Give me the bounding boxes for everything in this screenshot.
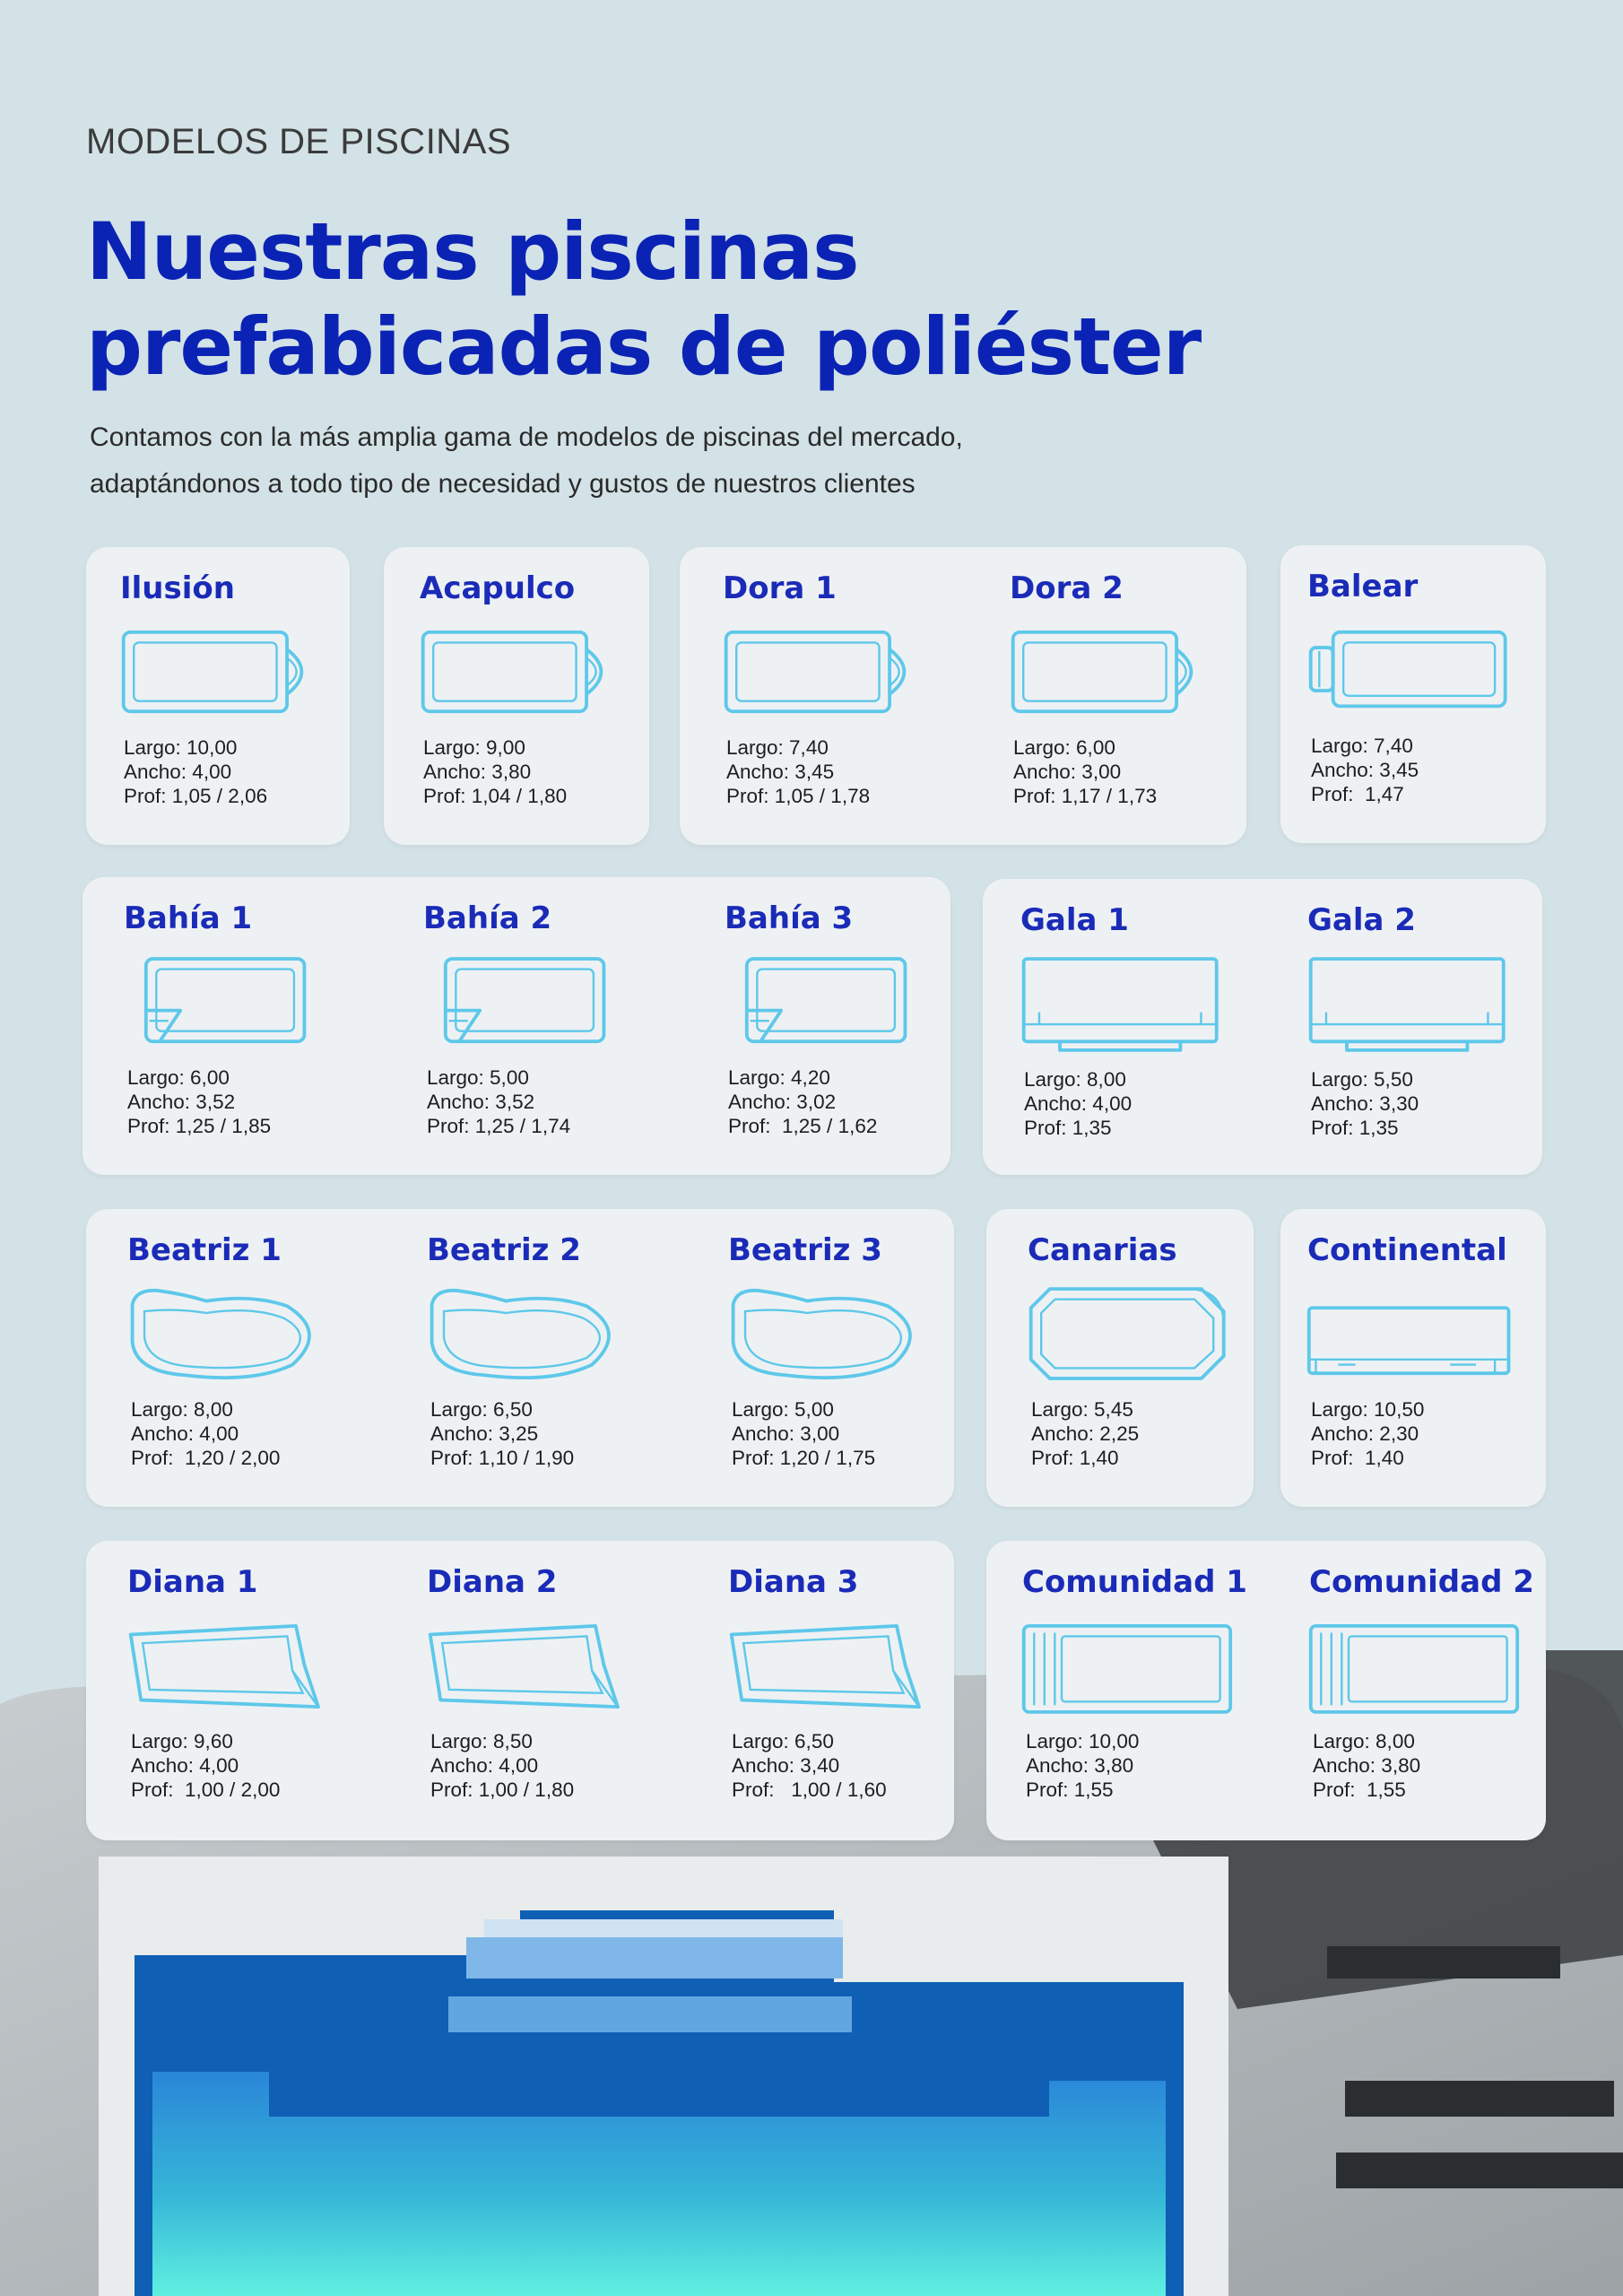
pool-largo: Largo: 6,00 [127, 1066, 230, 1089]
pool-specs [430, 1729, 574, 1802]
pool-shape-icon [719, 619, 934, 726]
pool-prof: Prof: 1,25 / 1,62 [728, 1115, 878, 1137]
pool-shape-icon [1006, 619, 1221, 726]
pool-shape-icon [1304, 1281, 1519, 1388]
pool-specs [131, 1397, 280, 1470]
pool-specs [732, 1397, 875, 1470]
pool-item [1020, 902, 1289, 1198]
pool-item [725, 900, 994, 1196]
pool-largo: Largo: 5,45 [1031, 1398, 1133, 1421]
pool-specs [1311, 1397, 1424, 1470]
pool-item [427, 1232, 696, 1528]
pool-item [1307, 902, 1576, 1198]
pool-specs [131, 1729, 280, 1802]
pool-largo: Largo: 6,50 [732, 1730, 834, 1752]
pool-name: Diana 3 [728, 1564, 859, 1600]
pool-shape-icon [124, 1281, 339, 1388]
pool-name: Comunidad 1 [1022, 1564, 1247, 1600]
pool-item [1309, 1564, 1578, 1860]
pool-item [127, 1232, 396, 1528]
pool-specs [430, 1397, 574, 1470]
pool-shape-icon [124, 1613, 339, 1720]
pool-largo: Largo: 8,00 [131, 1398, 233, 1421]
headline-line-1: Nuestras piscinas [86, 205, 859, 298]
pool-prof: Prof: 1,55 [1313, 1779, 1406, 1801]
pool-name: Bahía 2 [423, 900, 552, 936]
pool-item [1307, 569, 1576, 865]
pool-shape-icon [416, 619, 631, 726]
pool-prof: Prof: 1,35 [1311, 1117, 1399, 1139]
pool-largo: Largo: 10,00 [1026, 1730, 1140, 1752]
pool-shape-icon [1306, 1613, 1521, 1720]
pool-ancho: Ancho: 2,30 [1311, 1422, 1419, 1445]
pool-name: Ilusión [120, 570, 235, 606]
pool-name: Gala 1 [1020, 902, 1129, 938]
pool-prof: Prof: 1,10 / 1,90 [430, 1447, 575, 1469]
pool-ancho: Ancho: 3,25 [430, 1422, 539, 1445]
pool-item [728, 1564, 997, 1860]
pool-name: Bahía 1 [124, 900, 253, 936]
pool-prof: Prof: 1,00 / 2,00 [131, 1779, 281, 1801]
pool-ancho: Ancho: 3,40 [732, 1754, 840, 1777]
pool-prof: Prof: 1,04 / 1,80 [423, 785, 568, 807]
pool-ancho: Ancho: 3,02 [728, 1091, 837, 1113]
page-headline [86, 204, 1341, 395]
pool-shape-icon [420, 949, 635, 1057]
pool-largo: Largo: 10,00 [124, 736, 238, 759]
headline-line-2: prefabicadas de poliéster [86, 300, 1202, 393]
pool-prof: Prof: 1,40 [1311, 1447, 1404, 1469]
pool-prof: Prof: 1,17 / 1,73 [1013, 785, 1158, 807]
pool-shape-icon [423, 1281, 638, 1388]
pool-name: Beatriz 2 [427, 1232, 581, 1268]
pool-prof: Prof: 1,35 [1024, 1117, 1112, 1139]
pool-ancho: Ancho: 4,00 [430, 1754, 539, 1777]
pool-largo: Largo: 9,00 [423, 736, 525, 759]
pool-item [127, 1564, 396, 1860]
pool-specs [427, 1065, 570, 1138]
pool-name: Bahía 3 [725, 900, 854, 936]
pool-prof: Prof: 1,00 / 1,80 [430, 1779, 575, 1801]
pool-specs [1313, 1729, 1420, 1802]
pool-name: Continental [1307, 1232, 1507, 1268]
pool-item [427, 1564, 696, 1860]
pool-ancho: Ancho: 2,25 [1031, 1422, 1140, 1445]
pool-largo: Largo: 5,00 [427, 1066, 529, 1089]
pool-specs [1013, 735, 1157, 808]
pool-ancho: Ancho: 3,30 [1311, 1092, 1419, 1115]
pool-name: Canarias [1028, 1232, 1177, 1268]
pool-ancho: Ancho: 3,80 [1026, 1754, 1134, 1777]
intro-line-2: adaptándonos a todo tipo de necesidad y gustos de nuestros clientes [90, 469, 916, 499]
pool-largo: Largo: 10,50 [1311, 1398, 1425, 1421]
pool-shape-icon [725, 1281, 940, 1388]
pool-prof: Prof: 1,55 [1026, 1779, 1114, 1801]
pool-ancho: Ancho: 3,45 [726, 761, 835, 783]
pool-ancho: Ancho: 3,00 [732, 1422, 840, 1445]
pool-shape-icon [721, 949, 936, 1057]
pool-item [1307, 1232, 1576, 1528]
pool-item [420, 570, 689, 866]
pool-specs [1031, 1397, 1139, 1470]
pool-prof: Prof: 1,25 / 1,85 [127, 1115, 272, 1137]
pool-specs [1024, 1067, 1132, 1140]
pool-name: Diana 2 [427, 1564, 558, 1600]
pool-shape-icon [1024, 1281, 1239, 1388]
pool-shape-icon [423, 1613, 638, 1720]
pool-item [723, 570, 992, 866]
pool-prof: Prof: 1,25 / 1,74 [427, 1115, 571, 1137]
pool-prof: Prof: 1,40 [1031, 1447, 1119, 1469]
pool-ancho: Ancho: 3,80 [423, 761, 532, 783]
pool-largo: Largo: 6,50 [430, 1398, 533, 1421]
pool-name: Comunidad 2 [1309, 1564, 1534, 1600]
pool-ancho: Ancho: 3,52 [127, 1091, 236, 1113]
pool-item [1010, 570, 1279, 866]
intro-paragraph [90, 414, 1255, 508]
pool-ancho: Ancho: 3,80 [1313, 1754, 1421, 1777]
pool-specs [726, 735, 870, 808]
pool-name: Balear [1307, 569, 1419, 604]
pool-specs [127, 1065, 271, 1138]
pool-shape-icon [120, 949, 335, 1057]
pool-item [1022, 1564, 1291, 1860]
pool-shape-icon [725, 1613, 940, 1720]
pool-largo: Largo: 9,60 [131, 1730, 233, 1752]
pool-specs [1026, 1729, 1139, 1802]
pool-name: Gala 2 [1307, 902, 1416, 938]
section-eyebrow: MODELOS DE PISCINAS [86, 122, 512, 161]
pool-ancho: Ancho: 4,00 [131, 1422, 239, 1445]
pool-name: Dora 1 [723, 570, 837, 606]
pool-largo: Largo: 5,50 [1311, 1068, 1413, 1091]
pool-shape-icon [1017, 951, 1232, 1058]
pool-prof: Prof: 1,47 [1311, 783, 1404, 805]
pool-prof: Prof: 1,05 / 1,78 [726, 785, 871, 807]
pool-shape-icon [1019, 1613, 1234, 1720]
pool-item [1028, 1232, 1297, 1528]
pool-name: Diana 1 [127, 1564, 258, 1600]
pool-ancho: Ancho: 3,00 [1013, 761, 1122, 783]
pool-specs [1311, 1067, 1419, 1140]
pool-largo: Largo: 7,40 [726, 736, 829, 759]
pool-prof: Prof: 1,20 / 2,00 [131, 1447, 281, 1469]
pool-item [423, 900, 692, 1196]
pool-specs [1311, 734, 1419, 806]
pool-prof: Prof: 1,05 / 2,06 [124, 785, 268, 807]
pool-prof: Prof: 1,20 / 1,75 [732, 1447, 876, 1469]
pool-item [120, 570, 389, 866]
pool-name: Beatriz 3 [728, 1232, 882, 1268]
pool-largo: Largo: 6,00 [1013, 736, 1115, 759]
pool-largo: Largo: 8,00 [1313, 1730, 1415, 1752]
pool-specs [732, 1729, 887, 1802]
pool-name: Beatriz 1 [127, 1232, 282, 1268]
pool-ancho: Ancho: 3,45 [1311, 759, 1419, 781]
pool-shape-icon [117, 619, 332, 726]
pool-name: Dora 2 [1010, 570, 1124, 606]
pool-largo: Largo: 8,00 [1024, 1068, 1126, 1091]
pool-item [124, 900, 393, 1196]
pool-largo: Largo: 4,20 [728, 1066, 830, 1089]
pool-specs [728, 1065, 877, 1138]
pool-ancho: Ancho: 4,00 [124, 761, 232, 783]
intro-line-1: Contamos con la más amplia gama de modelos de piscinas del mercado, [90, 422, 963, 452]
pool-shape-icon [1304, 617, 1519, 725]
pool-ancho: Ancho: 4,00 [131, 1754, 239, 1777]
pool-largo: Largo: 5,00 [732, 1398, 834, 1421]
pool-specs [423, 735, 567, 808]
pool-largo: Largo: 7,40 [1311, 735, 1413, 757]
pool-name: Acapulco [420, 570, 576, 606]
pool-shape-icon [1304, 951, 1519, 1058]
pool-ancho: Ancho: 3,52 [427, 1091, 535, 1113]
pool-prof: Prof: 1,00 / 1,60 [732, 1779, 887, 1801]
pool-largo: Largo: 8,50 [430, 1730, 533, 1752]
pool-specs [124, 735, 267, 808]
pool-ancho: Ancho: 4,00 [1024, 1092, 1133, 1115]
pool-item [728, 1232, 997, 1528]
